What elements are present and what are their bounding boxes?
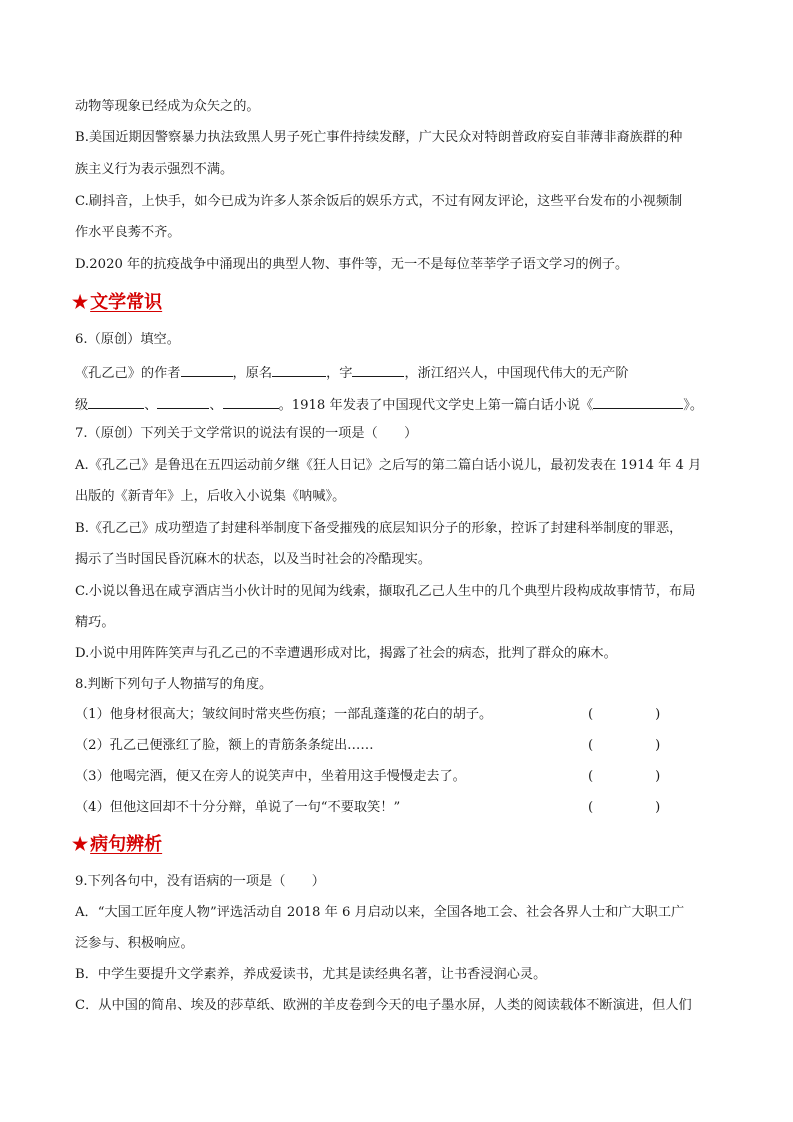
fill-blank[interactable] [181,362,233,377]
answer-parens[interactable]: ( ) [588,769,661,784]
option-c: C.刷抖音，上快手，如今已成为许多人茶余饭后的娱乐方式，不过有网友评论，这些平台发布的小视频制 [75,194,683,209]
text-line: 族主义行为表示强烈不满。 [75,162,234,177]
answer-parens[interactable]: ( ) [588,800,661,815]
text-line: 作水平良莠不齐。 [75,225,181,240]
fill-blank[interactable] [88,394,144,409]
section-heading-literature [72,292,162,314]
list-item: （4）但他这回却不十分分辩，单说了一句“不要取笑！” [75,800,401,815]
text-segment: 、 [144,398,158,413]
text-segment: 》。 [683,398,704,413]
text-line: 动物等现象已经成为众矢之的。 [75,99,260,114]
question-6-line-1 [75,362,629,383]
section-heading-sentence-errors [72,834,162,856]
text-line: 揭示了当时国民昏沉麻木的状态，以及当时社会的冷酷现实。 [75,552,432,567]
text-line: 泛参与、积极响应。 [75,936,194,951]
text-segment: ，字 [326,366,353,381]
text-line: 精巧。 [75,615,115,630]
list-item: （3）他喝完酒，便又在旁人的说笑声中，坐着用这手慢慢走去了。 [75,769,466,784]
answer-parens[interactable]: ( ) [588,738,661,753]
star-icon: ★ [72,292,89,313]
question-6-line-2 [75,394,703,415]
question-6-title: 6.（原创）填空。 [75,332,180,347]
option-b: B.美国近期因警察暴力执法致黑人男子死亡事件持续发酵，广大民众对特朗普政府妄自菲薄非裔族群的种 [75,130,683,145]
text-line: 出版的《新青年》上，后收入小说集《呐喊》。 [75,489,346,504]
text-segment: ，浙江绍兴人，中国现代伟大的无产阶 [404,366,629,381]
fill-blank[interactable] [272,362,326,377]
text-segment: 《孔乙己》的作者 [75,366,181,381]
question-9-title: 9.下列各句中，没有语病的一项是（ ） [75,874,325,889]
text-segment: ，原名 [232,366,273,381]
option-b: B.《孔乙己》成功塑造了封建科举制度下备受摧残的底层知识分子的形象，控诉了封建科举制度的罪恶， [75,521,683,536]
text-segment: 级 [75,398,89,413]
option-c: C．从中国的简帛、埃及的莎草纸、欧洲的羊皮卷到今天的电子墨水屏，人类的阅读载体不断演进，但人们 [75,998,692,1013]
fill-blank[interactable] [593,394,683,409]
section-title: 文学常识 [90,292,163,313]
option-d: D.2020 年的抗疫战争中涌现出的典型人物、事件等，无一不是每位莘莘学子语文学习的例子。 [75,257,629,272]
fill-blank[interactable] [157,394,209,409]
text-segment: 。1918 年发表了中国现代文学史上第一篇白话小说《 [278,398,594,413]
star-icon: ★ [72,834,89,855]
option-d: D.小说中用阵阵笑声与孔乙己的不幸遭遇形成对比，揭露了社会的病态，批判了群众的麻木。 [75,646,617,661]
option-a: A.《孔乙己》是鲁迅在五四运动前夕继《狂人日记》之后写的第二篇白话小说儿，最初发表在 1914 年 4 月 [75,458,702,473]
answer-parens[interactable]: ( ) [588,707,661,722]
question-8-title: 8.判断下列句子人物描写的角度。 [75,677,273,692]
fill-blank[interactable] [223,394,279,409]
fill-blank[interactable] [352,362,404,377]
option-a: A．“大国工匠年度人物”评选活动自 2018 年 6 月启动以来，全国各地工会、社会各界人士和广大职工广 [75,905,685,920]
list-item: （1）他身材很高大；皱纹间时常夹些伤痕；一部乱蓬蓬的花白的胡子。 [75,707,493,722]
section-title: 病句辨析 [90,834,163,855]
question-7-title: 7.（原创）下列关于文学常识的说法有误的一项是（ ） [75,426,418,441]
option-b: B．中学生要提升文学素养，养成爱读书，尤其是读经典名著，让书香浸润心灵。 [75,967,547,982]
list-item: （2）孔乙己便涨红了脸，额上的青筋条条绽出…… [75,738,374,753]
text-segment: 、 [209,398,223,413]
option-c: C.小说以鲁迅在咸亨酒店当小伙计时的见闻为线索，撷取孔乙己人生中的几个典型片段构成故事情节，布局 [75,584,696,599]
